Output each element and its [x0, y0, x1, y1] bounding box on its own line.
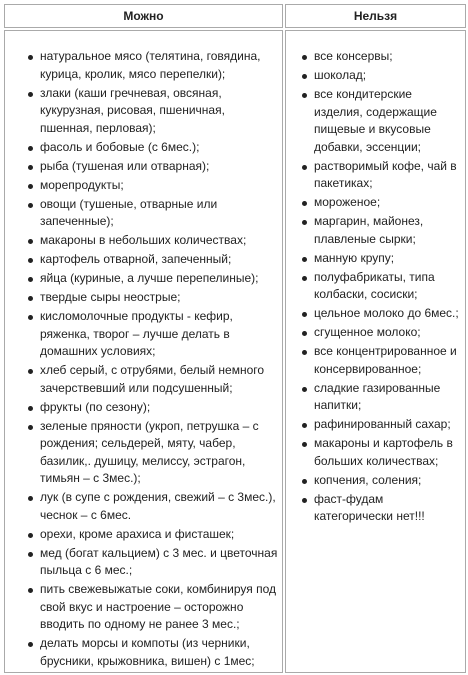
allowed-item: макароны в небольших количествах;: [5, 232, 278, 250]
forbidden-item: маргарин, майонез, плавленые сырки;: [286, 213, 461, 248]
body-row: [4, 30, 466, 673]
forbidden-item: все концентрированное и консервированное;: [286, 343, 461, 378]
forbidden-cell: [285, 30, 466, 673]
allowed-item: хлеб серый, с отрубями, белый немного зачерствевший или подсушенный;: [5, 362, 278, 397]
food-table: [2, 2, 468, 675]
forbidden-item: копчения, соления;: [286, 472, 461, 490]
allowed-item: овощи (тушеные, отварные или запеченные);: [5, 196, 278, 231]
allowed-item: делать морсы и компоты (из черники, брусники, крыжовника, вишен) с 1мес;: [5, 635, 278, 670]
allowed-item: пить свежевыжатые соки, комбинируя под свой вкус и настроение – осторожно вводить по одному не ранее 3 мес.;: [5, 581, 278, 634]
forbidden-item: мороженое;: [286, 194, 461, 212]
forbidden-item: фаст-фудам категорически нет!!!: [286, 491, 461, 526]
forbidden-item: растворимый кофе, чай в пакетиках;: [286, 158, 461, 193]
allowed-item: мед (богат кальцием) с 3 мес. и цветочная пыльца с 6 мес.;: [5, 545, 278, 580]
forbidden-item: шоколад;: [286, 67, 461, 85]
allowed-item: яйца (куриные, а лучше перепелиные);: [5, 270, 278, 288]
allowed-item: кисломолочные продукты - кефир, ряженка, творог – лучше делать в домашних условиях;: [5, 308, 278, 361]
header-allowed: Можно: [4, 4, 283, 28]
forbidden-item: сгущенное молоко;: [286, 324, 461, 342]
header-row: [4, 4, 466, 28]
forbidden-item: все консервы;: [286, 48, 461, 66]
forbidden-list: [286, 31, 465, 526]
allowed-list: [5, 31, 282, 670]
allowed-item: орехи, кроме арахиса и фисташек;: [5, 526, 278, 544]
forbidden-item: рафинированный сахар;: [286, 416, 461, 434]
forbidden-item: макароны и картофель в больших количествах;: [286, 435, 461, 470]
allowed-item: картофель отварной, запеченный;: [5, 251, 278, 269]
forbidden-item: все кондитерские изделия, содержащие пищевые и вкусовые добавки, эссенции;: [286, 86, 461, 156]
allowed-cell: [4, 30, 283, 673]
food-table-container: [2, 2, 466, 668]
allowed-item: злаки (каши гречневая, овсяная, кукурузная, рисовая, пшеничная, пшенная, перловая);: [5, 85, 278, 138]
allowed-item: фрукты (по сезону);: [5, 399, 278, 417]
allowed-item: натуральное мясо (телятина, говядина, курица, кролик, мясо перепелки);: [5, 48, 278, 83]
allowed-item: фасоль и бобовые (с 6мес.);: [5, 139, 278, 157]
forbidden-item: цельное молоко до 6мес.;: [286, 305, 461, 323]
header-forbidden: Нельзя: [285, 4, 466, 28]
allowed-item: зеленые пряности (укроп, петрушка – с рождения; сельдерей, мяту, чабер, базилик,. душицу, мелиссу, эстрагон, тимьян – с 3мес.);: [5, 418, 278, 488]
forbidden-item: манную крупу;: [286, 250, 461, 268]
forbidden-item: полуфабрикаты, типа колбаски, сосиски;: [286, 269, 461, 304]
allowed-item: лук (в супе с рождения, свежий – с 3мес.), чеснок – с 6мес.: [5, 489, 278, 524]
allowed-item: морепродукты;: [5, 177, 278, 195]
allowed-item: рыба (тушеная или отварная);: [5, 158, 278, 176]
forbidden-item: сладкие газированные напитки;: [286, 380, 461, 415]
allowed-item: твердые сыры неострые;: [5, 289, 278, 307]
